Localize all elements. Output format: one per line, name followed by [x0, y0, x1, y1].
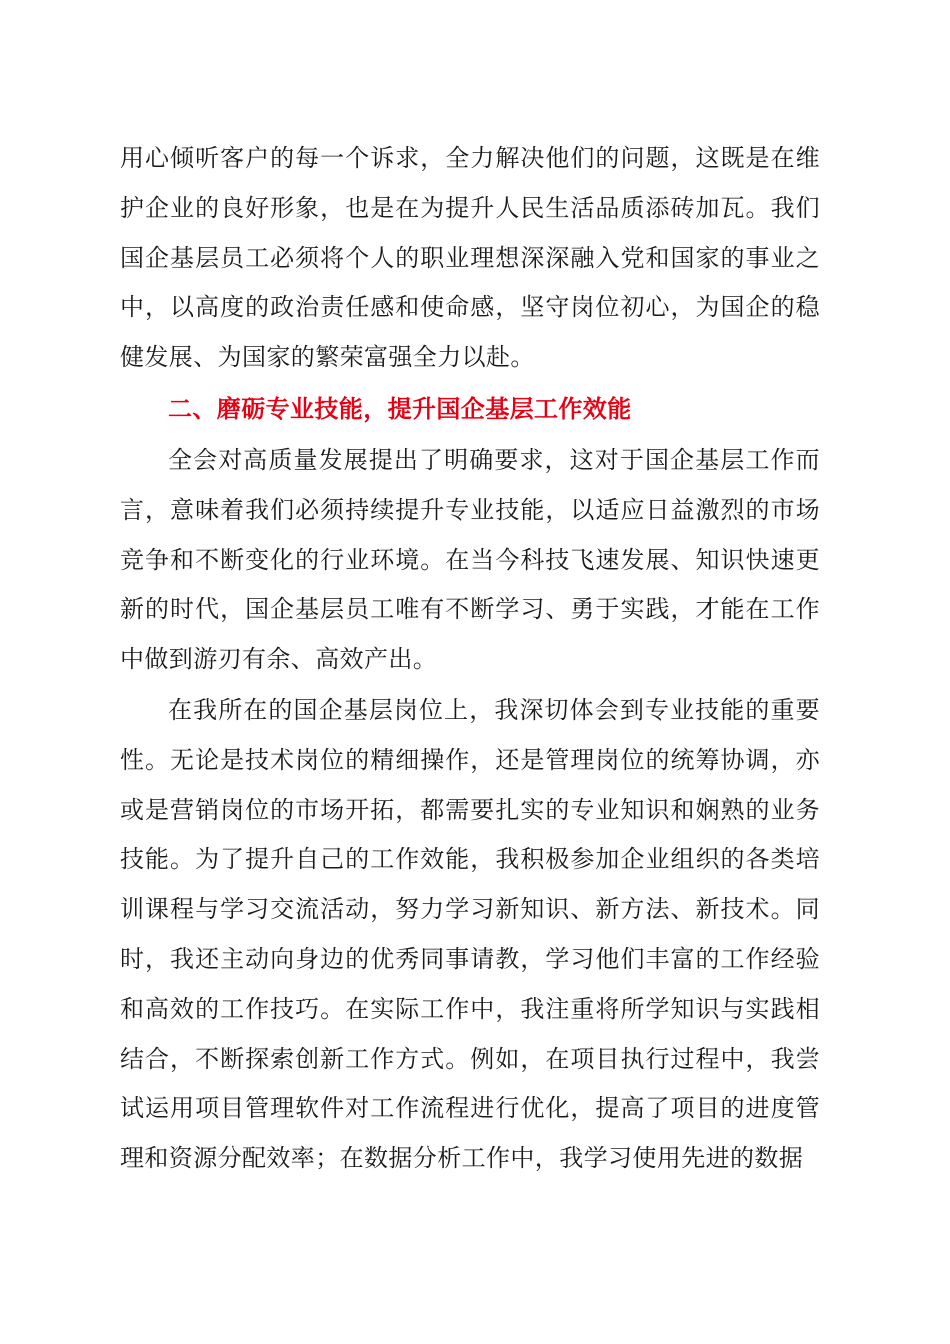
- section-heading: 二、磨砺专业技能，提升国企基层工作效能: [168, 395, 632, 423]
- paragraph-quality-development: 全会对高质量发展提出了明确要求，这对于国企基层工作而言，意味着我们必须持续提升专业技能，以适应日益激烈的市场竞争和不断变化的行业环境。在当今科技飞速发展、知识快速更新的时代，国企基层员工唯有不断学习、勇于实践，才能在工作中做到游刃有余、高效产出。: [120, 446, 820, 674]
- paragraph-continued: 用心倾听客户的每一个诉求，全力解决他们的问题，这既是在维护企业的良好形象，也是在为提升人民生活品质添砖加瓦。我们国企基层员工必须将个人的职业理想深深融入党和国家的事业之中，以高度的政治责任感和使命感，坚守岗位初心，为国企的稳健发展、为国家的繁荣富强全力以赴。: [120, 144, 820, 372]
- paragraph-professional-skills: 在我所在的国企基层岗位上，我深切体会到专业技能的重要性。无论是技术岗位的精细操作，还是管理岗位的统筹协调，亦或是营销岗位的市场开拓，都需要扎实的专业知识和娴熟的业务技能。为了提升自己的工作效能，我积极参加企业组织的各类培训课程与学习交流活动，努力学习新知识、新方法、新技术。同时，我还主动向身边的优秀同事请教，学习他们丰富的工作经验和高效的工作技巧。在实际工作中，我注重将所学知识与实践相结合，不断探索创新工作方式。例如，在项目执行过程中，我尝试运用项目管理软件对工作流程进行优化，提高了项目的进度管理和资源分配效率；在数据分析工作中，我学习使用先进的数据: [120, 696, 820, 1173]
